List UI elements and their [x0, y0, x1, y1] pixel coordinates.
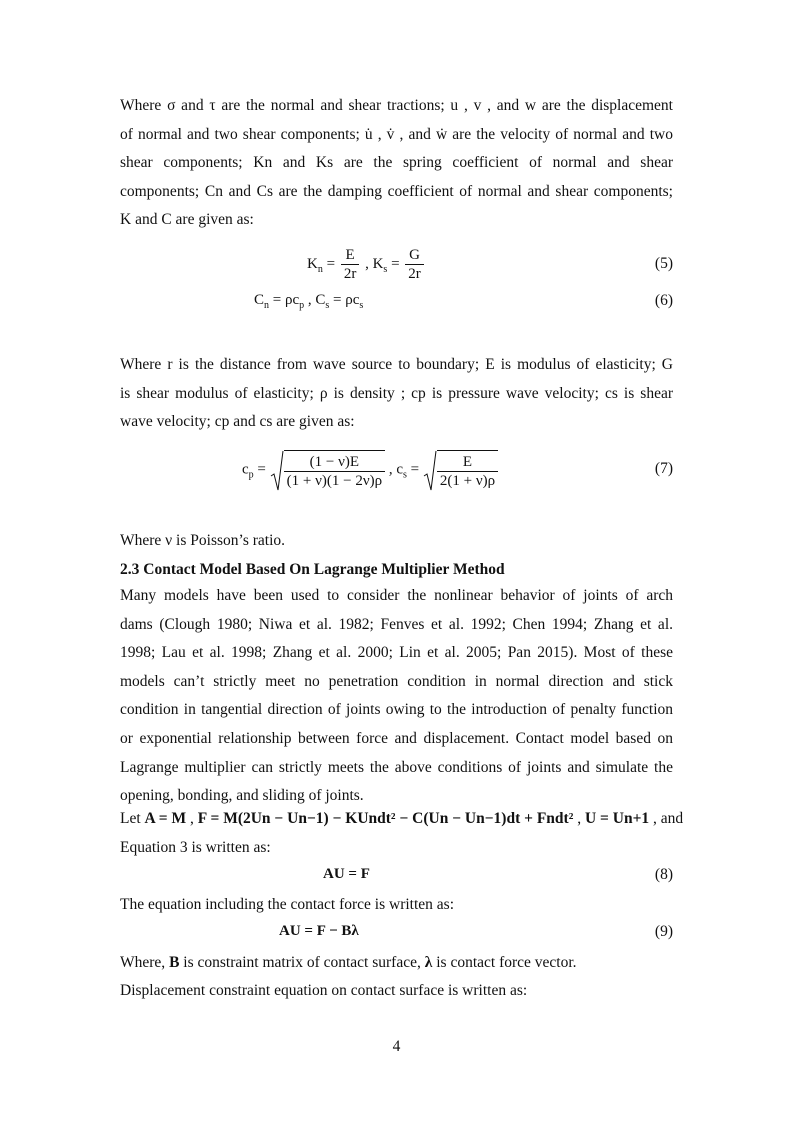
paragraph-tractions — [120, 92, 673, 235]
text-line: K and C are given as: — [120, 211, 254, 229]
fraction: $\frac{E}{2(1 + \nu)\rho}$ — [437, 450, 498, 490]
radical-sign-icon — [270, 450, 284, 492]
fraction: $\frac{E}{2r}$ — [341, 246, 360, 283]
equation-9: AU = F − Bλ — [279, 923, 359, 939]
text-line: is shear modulus of elasticity; ρ is density ; cp is pressure wave velocity; cs is shear — [120, 384, 673, 402]
paragraph-contact-models — [120, 582, 673, 811]
equation-5: $K_n$ = $\frac{E}{2r}$ , $K_s$ = $\frac{G}{2r}$ — [307, 246, 426, 283]
text-line: The equation including the contact force is written as: — [120, 896, 454, 913]
text-line: condition in tangential direction of joints owing to the introduction of penalty function — [120, 701, 673, 719]
equation-number-9: (9) — [654, 923, 673, 940]
text-line: of normal and two shear components; u̇ , v̇ , and ẇ are the velocity of normal and two — [120, 125, 673, 143]
text-line: components; Cn and Cs are the damping coefficient of normal and shear components; — [120, 182, 673, 200]
equation-8: AU = F — [323, 866, 370, 882]
text-line: Lagrange multiplier can strictly meets the above conditions of joints and simulate the — [120, 758, 673, 776]
equation-6: $C_n = \rho c_p$ , $C_s = \rho c_s$ — [254, 292, 364, 311]
text-line: Where r is the distance from wave source to boundary; E is modulus of elasticity; G — [120, 356, 673, 373]
text-line: models can’t strictly meet no penetration condition in normal direction and stick — [120, 672, 673, 690]
paragraph-displacement-constraint — [120, 977, 673, 1006]
square-root — [423, 450, 498, 490]
paragraph-contact-force — [120, 891, 673, 920]
square-root — [270, 450, 385, 490]
text-line: opening, bonding, and sliding of joints. — [120, 787, 364, 805]
paragraph-equation-3 — [120, 834, 673, 863]
paragraph-constraint-matrix: Where, B is constraint matrix of contact surface, λ is contact force vector. — [120, 954, 577, 971]
text-line: wave velocity; cp and cs are given as: — [120, 413, 355, 431]
let-definitions-line: Let A = M , F = M(2Un − Un−1) − KUndt² − C(Un − Un−1)dt + Fndt² , U = Un+1 , and — [120, 810, 684, 827]
text-line: or exponential relationship between force and displacement. Contact model based on — [120, 729, 673, 747]
text-line: Where ν is Poisson’s ratio. — [120, 532, 286, 549]
text-line: Where σ and τ are the normal and shear tractions; u , v , and w are the displacement — [120, 97, 673, 114]
text-line: shear components; Kn and Ks are the spring coefficient of normal and shear — [120, 154, 673, 172]
equation-number-6: (6) — [654, 292, 673, 309]
equation-7: $c_p$ = $\frac{(1 - \nu)E}{(1 + \nu)(1 - 2\nu)\rho}$ , $c_s$ = $\frac{E}{2(1 + \nu)\rho}$ — [242, 450, 498, 490]
paragraph-poisson — [120, 527, 673, 556]
equation-number-5: (5) — [654, 255, 673, 272]
fraction: $\frac{(1 - \nu)E}{(1 + \nu)(1 - 2\nu)\rho}$ — [284, 450, 385, 490]
fraction: $\frac{G}{2r}$ — [405, 246, 424, 283]
page-number: 4 — [392, 1038, 401, 1055]
equation-number-8: (8) — [654, 866, 673, 883]
radical-sign-icon — [423, 450, 437, 492]
text-line: dams (Clough 1980; Niwa et al. 1982; Fenves et al. 1992; Chen 1994; Zhang et al. — [120, 615, 673, 633]
text-line: 1998; Lau et al. 1998; Zhang et al. 2000; Lin et al. 2005; Pan 2015). Most of these — [120, 644, 673, 662]
section-heading: 2.3 Contact Model Based On Lagrange Multiplier Method — [120, 561, 505, 578]
paragraph-definitions — [120, 351, 673, 437]
text-line: Equation 3 is written as: — [120, 839, 271, 856]
text-line: Displacement constraint equation on contact surface is written as: — [120, 982, 528, 999]
equation-number-7: (7) — [654, 460, 673, 477]
text-line: Many models have been used to consider the nonlinear behavior of joints of arch — [120, 587, 673, 604]
